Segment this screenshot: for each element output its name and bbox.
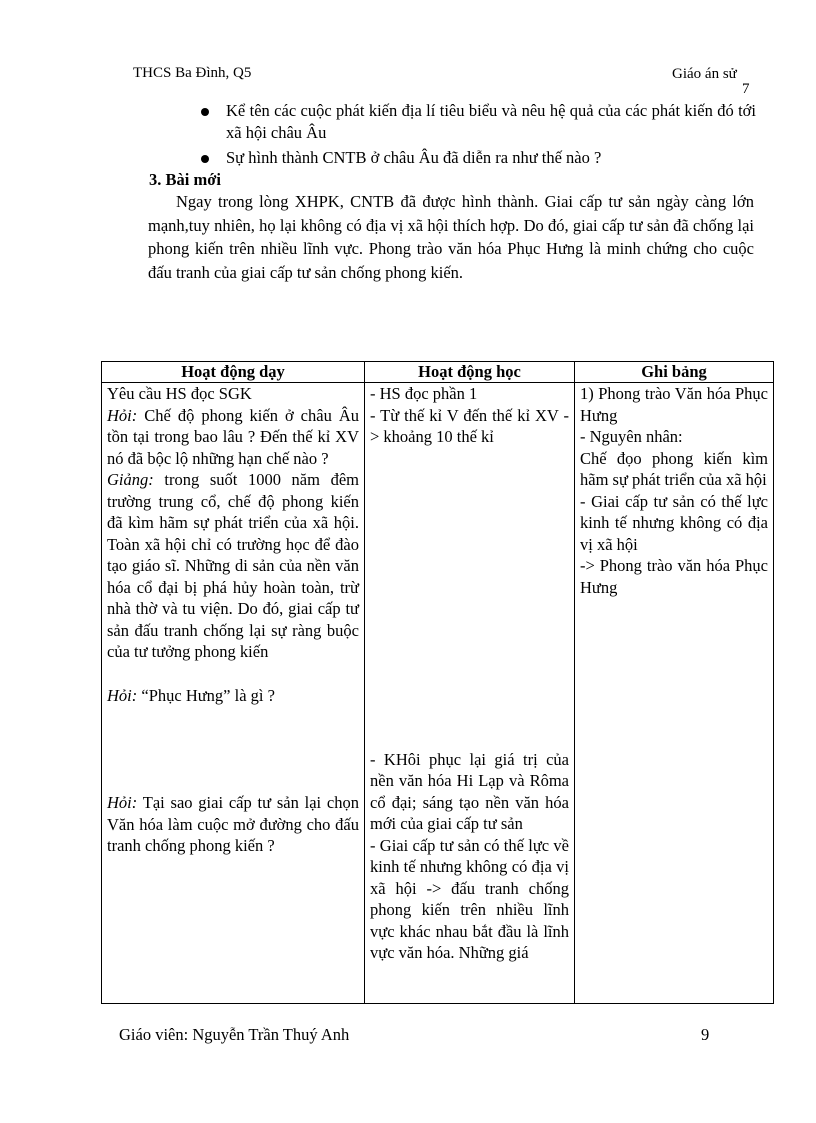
- list-item: [190, 147, 756, 169]
- table-header-row: [102, 362, 774, 383]
- header-school: THCS Ba Đình, Q5: [133, 65, 252, 81]
- question-label: Hỏi:: [107, 685, 138, 705]
- page-number: 9: [701, 1025, 710, 1044]
- column-header-teaching: Hoạt động dạy: [102, 362, 365, 383]
- question-text: Chế độ phong kiến ở châu Âu tồn tại trong bao lâu ? Đến thế kỉ XV nó đã bộc lộ những hạn chế nào ?: [107, 405, 359, 468]
- teach-question-3: [107, 792, 359, 857]
- teach-question-2: [107, 685, 359, 707]
- list-item-text: Kể tên các cuộc phát kiến địa lí tiêu biểu và nêu hệ quả của các phát kiến đó tới xã hội châu Âu: [226, 101, 756, 142]
- review-question-list: [190, 100, 756, 172]
- list-item-text: Sự hình thành CNTB ở châu Âu đã diễn ra như thế nào ?: [226, 148, 602, 167]
- intro-paragraph: Ngay trong lòng XHPK, CNTB đã được hình thành. Giai cấp tư sản ngày càng lớn mạnh,tuy nhiên, họ lại không có địa vị xã hội thích hợp. Do đó, giai cấp tư sản đã chống lại phong kiến trên nhiều lĩnh vực. Phong trào văn hóa Phục Hưng là minh chứng cho cuộc đấu tranh của giai cấp tư sản chống phong kiến.: [148, 192, 754, 282]
- bullet-dot-icon: [201, 155, 209, 163]
- list-item: [190, 100, 756, 144]
- column-header-learning: Hoạt động học: [365, 362, 575, 383]
- learning-cell: [365, 383, 575, 1004]
- board-heading: 1) Phong trào Văn hóa Phục Hưng: [580, 384, 768, 425]
- teach-question-1: [107, 405, 359, 470]
- lecture-label: Giảng:: [107, 470, 154, 489]
- teaching-cell: [102, 383, 365, 1004]
- learn-answer-1: - HS đọc phần 1: [370, 384, 478, 403]
- learn-answer-2: - Từ thế kỉ V đến thế kỉ XV -> khoảng 10 thế kỉ: [370, 405, 569, 446]
- footer-teacher: Giáo viên: Nguyễn Trần Thuý Anh: [119, 1025, 350, 1044]
- question-label: Hỏi:: [107, 793, 138, 812]
- question-label: Hỏi:: [107, 405, 138, 425]
- table-row: [102, 383, 774, 1004]
- board-note-3: -> Phong trào văn hóa Phục Hưng: [580, 556, 768, 597]
- teach-lecture: [107, 469, 359, 663]
- lecture-text: trong suốt 1000 năm đêm trường trung cổ, chế độ phong kiến đã kìm hãm sự phát triển của xã hội. Toàn xã hội chỉ có trường học để đào tạo giáo sĩ. Những di sản của nền văn hóa cổ đại bị phá hủy hoàn toàn, trừ nhà thờ và tu viện. Do đó, giai cấp tư sản đấu tranh chống lại sự ràng buộc của tư tưởng phong kiến: [107, 470, 359, 661]
- board-note-1: Chế đọo phong kiến kìm hãm sự phát triển của xã hội: [580, 448, 768, 489]
- lesson-table: [101, 361, 774, 1004]
- column-header-board: Ghi bảng: [575, 362, 774, 383]
- board-cell: [575, 383, 774, 1004]
- learn-answer-4: - Giai cấp tư sản có thế lực về kinh tế nhưng không có địa vị xã hội -> đấu tranh chống phong kiến trên nhiều lĩnh vực khác nhau bắt đầu là lĩnh vực văn hóa. Những giá: [370, 835, 569, 962]
- question-text: Tại sao giai cấp tư sản lại chọn Văn hóa làm cuộc mở đường cho đấu tranh chống phong kiến ?: [107, 793, 359, 855]
- board-note-2: - Giai cấp tư sản có thế lực kinh tế nhưng không có địa vị xã hội: [580, 491, 768, 554]
- header-doc-type: Giáo án sử: [672, 66, 737, 82]
- board-cause-label: - Nguyên nhân:: [580, 427, 683, 446]
- bullet-dot-icon: [201, 108, 209, 116]
- section-title: 3. Bài mới: [149, 170, 221, 189]
- teach-instruction: Yêu cầu HS đọc SGK: [107, 384, 252, 403]
- learn-answer-3: - KHôi phục lại giá trị của nền văn hóa Hi Lạp và Rôma cổ đại; sáng tạo nền văn hóa mới của giai cấp tư sản: [370, 749, 569, 833]
- question-text: “Phục Hưng” là gì ?: [137, 685, 275, 705]
- header-doc-number: 7: [742, 81, 750, 97]
